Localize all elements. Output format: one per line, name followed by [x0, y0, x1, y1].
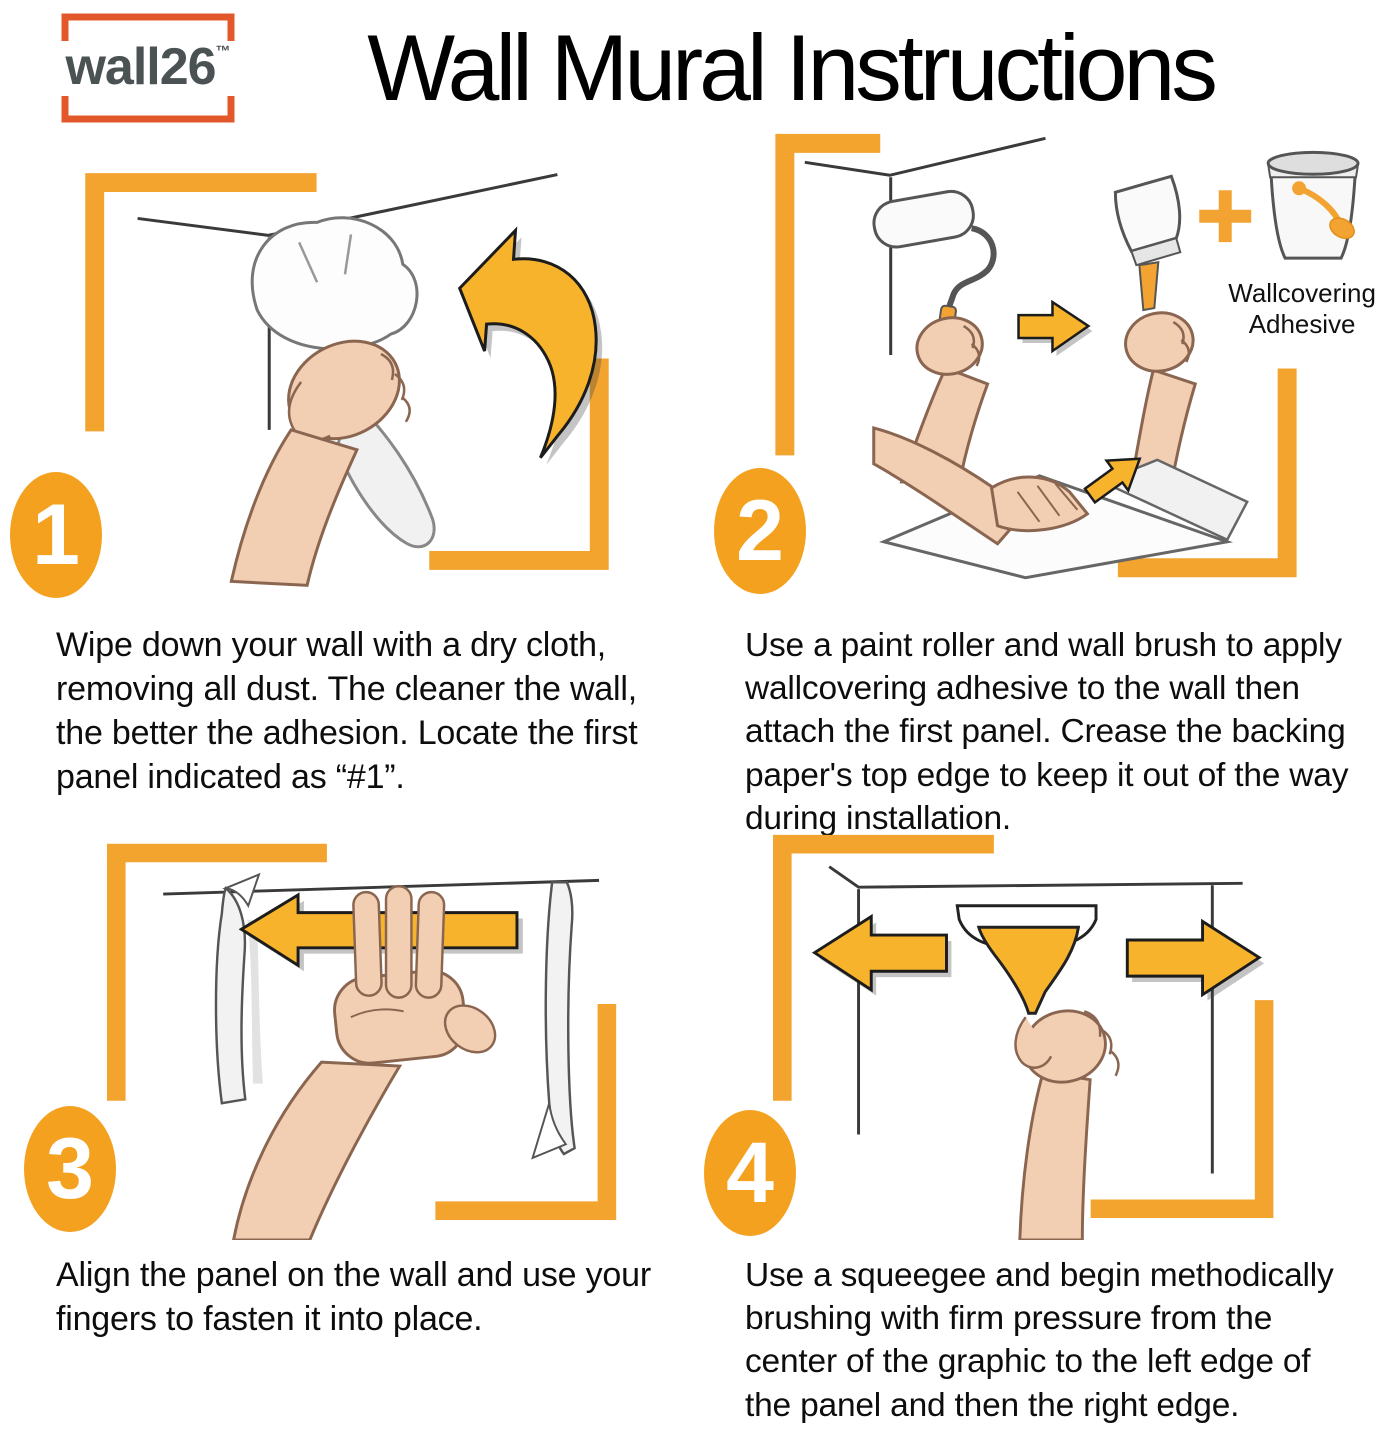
step1-text: Wipe down your wall with a dry cloth, removing all dust. The cleaner the wall, the better the adhesion. Locate the first panel indicated as “#1”.: [56, 626, 638, 796]
peeling-panel-right-edge: [533, 882, 575, 1158]
squeegee-icon: [957, 906, 1096, 1014]
step-number-badge: [714, 468, 806, 594]
adhesive-bucket-icon: [1268, 152, 1358, 258]
step-number: 2: [736, 483, 784, 579]
step-number-badge: [10, 472, 102, 598]
adhesive-bucket-label: [1228, 278, 1376, 339]
left-arrow-icon: [815, 917, 952, 996]
curved-arrow-icon: [460, 230, 602, 464]
step-number: 4: [726, 1125, 774, 1221]
wall-corner: [805, 138, 1046, 355]
step-3: [0, 810, 688, 1435]
step4-text: Use a squeegee and begin methodically brushing with firm pressure from the center of the graphic to the left edge of the panel and then the right edge.: [745, 1257, 1334, 1424]
logo-text: [65, 37, 230, 97]
step-number: 3: [46, 1121, 94, 1217]
step2-text: Use a paint roller and wall brush to apply wallcovering adhesive to the wall then attach the first panel. Crease the backing paper's top edge to keep it out of the way during installation.: [745, 627, 1349, 837]
steps-grid: [0, 130, 1377, 1435]
right-arrow-icon: [1127, 921, 1264, 1000]
corner-bracket-top-left: [785, 143, 871, 446]
adhesive-label-line1: Wallcovering: [1228, 278, 1376, 309]
corner-bracket-bottom-right: [1100, 1009, 1264, 1208]
hand-with-cloth-icon: [231, 218, 434, 586]
step-number-badge: [704, 1110, 796, 1236]
brush-hand: [1120, 307, 1198, 484]
step2-illustration: [688, 130, 1377, 610]
wall-brush-icon: [1115, 176, 1180, 310]
step-number: 1: [32, 487, 80, 583]
adhesive-label-line2: Adhesive: [1248, 309, 1356, 340]
right-arrow-icon: [1019, 302, 1093, 356]
logo-wordmark: wall26: [65, 37, 216, 96]
panel-crease-icon: [874, 428, 1247, 578]
peeling-panel-left-edge: [216, 875, 263, 1104]
step-1: [0, 130, 688, 810]
page-title: Wall Mural Instructions: [367, 15, 1214, 120]
step3-illustration: [0, 810, 688, 1240]
step-number-badge: [24, 1106, 116, 1232]
left-arrow-icon: [241, 895, 522, 971]
step1-drawing: [0, 130, 688, 610]
header: [0, 0, 1377, 130]
logo-trademark: ™: [215, 42, 231, 60]
step1-illustration: [0, 130, 688, 610]
step-2: [688, 130, 1377, 837]
step3-text: Align the panel on the wall and use your fingers to fasten it into place.: [56, 1256, 651, 1338]
step4-illustration: [688, 810, 1377, 1240]
step-4: [688, 810, 1377, 1435]
wall26-logo: [58, 10, 238, 126]
plus-icon: [1199, 190, 1251, 242]
paint-roller-icon: [871, 188, 994, 335]
